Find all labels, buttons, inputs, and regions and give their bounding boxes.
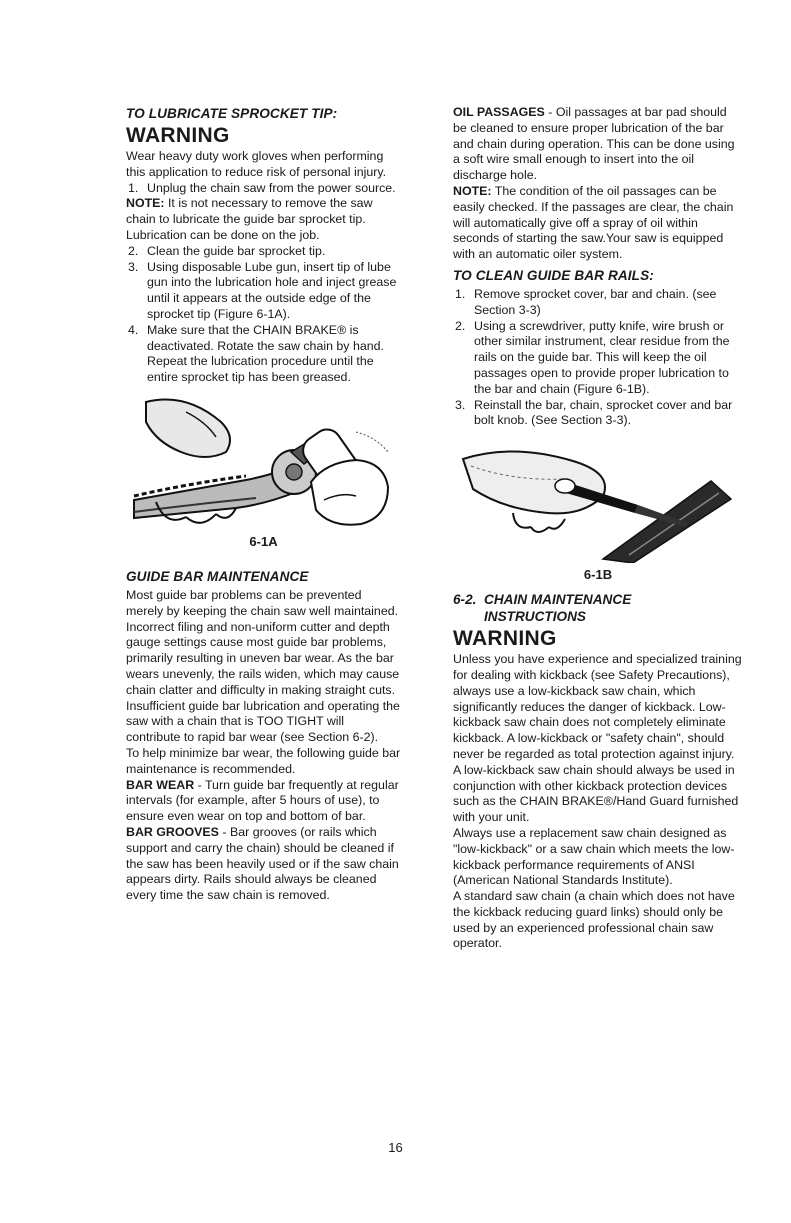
step-text: Using a screwdriver, putty knife, wire brush or other similar instrument, clear residue from the rails on the guide bar. This will keep the oil passages open to provide proper lubrication to the bar and chain (Figure 6-1B).	[474, 318, 730, 396]
step-text: Make sure that the CHAIN BRAKE® is deactivated. Rotate the saw chain by hand. Repeat the lubrication procedure until the entire sprocket tip has been greased.	[147, 322, 384, 385]
step-text: Unplug the chain saw from the power source.	[147, 180, 396, 195]
note-paragraph	[126, 196, 401, 243]
figure-6-1a-caption: 6-1A	[249, 533, 278, 549]
bar-wear-text: - Turn guide bar frequently at regular intervals (for example, after 5 hours of use), to ensure even wear on top and bottom of bar.	[126, 777, 399, 824]
warning-paragraph-3: Always use a replacement saw chain designed as "low-kickback" or a saw chain which meets the low-kickback performance requirements of ANSI (American National Standards Institute).	[453, 825, 735, 888]
list-item	[453, 287, 743, 319]
screwdriver-illustration	[453, 441, 743, 563]
note-label: NOTE:	[126, 196, 165, 211]
clean-steps-list	[453, 287, 743, 429]
list-item	[453, 319, 743, 398]
warning-heading: WARNING	[126, 124, 230, 147]
bar-wear-label: BAR WEAR	[126, 777, 195, 792]
step-text: Using disposable Lube gun, insert tip of lube gun into the lubrication hole and inject grease until it appears at the outside edge of the sprocket tip (Figure 6-1A).	[147, 259, 397, 321]
note-paragraph	[453, 184, 743, 263]
bar-grooves-paragraph	[126, 825, 401, 904]
step-text: Remove sprocket cover, bar and chain. (see Section 3-3)	[474, 286, 717, 317]
gbm-paragraph-1: Most guide bar problems can be prevented merely by keeping the chain saw well maintained.	[126, 587, 399, 618]
clean-rails-heading: TO CLEAN GUIDE BAR RAILS:	[453, 267, 654, 283]
step-number: 1.	[128, 180, 139, 195]
figure-6-1a	[126, 392, 401, 532]
step-number: 2.	[128, 243, 139, 258]
section-6-2-heading	[453, 591, 743, 608]
oil-passages-text: - Oil passages at bar pad should be cleaned to ensure proper lubrication of the bar and chain during operation. This can be done using a soft wire small enough to insert into the oil discharge hole.	[453, 105, 735, 183]
step-number: 2.	[455, 318, 466, 333]
list-item	[126, 323, 401, 386]
lube-steps-list	[126, 181, 401, 197]
lube-steps-list-continued	[126, 244, 401, 386]
note-label: NOTE:	[453, 183, 492, 198]
warning-heading: WARNING	[453, 627, 557, 651]
gbm-paragraph-3: Insufficient guide bar lubrication and operating the saw with a chain that is TOO TIGHT will contribute to rapid bar wear (see Section 6-2).	[126, 698, 400, 745]
guide-bar-maintenance-heading: GUIDE BAR MAINTENANCE	[126, 568, 309, 584]
step-number: 3.	[455, 397, 466, 412]
warning-paragraph-1: Unless you have experience and specialized training for dealing with kickback (see Safety Precautions), always use a low-kickback saw chain, which significantly reduces the danger of kickback. Low-kickback saw chain does not completely eliminate kickback. A low-kickback or "safety chain", should never be regarded as total protection against injury.	[453, 652, 742, 761]
figure-6-1b	[453, 441, 743, 563]
step-number: 4.	[128, 322, 139, 337]
right-column	[453, 105, 743, 952]
list-item	[126, 244, 401, 260]
bar-grooves-label: BAR GROOVES	[126, 824, 219, 839]
figure-6-1b-caption: 6-1B	[583, 567, 613, 583]
lube-gun-illustration	[126, 392, 401, 532]
section-6-2-heading-line-2	[453, 608, 743, 625]
step-number: 3.	[128, 259, 139, 274]
list-item	[126, 181, 401, 197]
gbm-paragraph-2: Incorrect filing and non-uniform cutter and depth gauge settings cause most guide bar problems, primarily resulting in uneven bar wear. As the bar wears unevenly, the rails widen, which may cause chain clatter and difficulty in making straight cuts.	[126, 619, 400, 697]
gbm-paragraph-4: To help minimize bar wear, the following guide bar maintenance is recommended.	[126, 745, 401, 776]
left-column	[126, 105, 401, 904]
step-number: 1.	[455, 286, 466, 301]
section-number: 6-2.	[453, 592, 477, 608]
section-title-line-1: CHAIN MAINTENANCE	[484, 592, 632, 608]
bar-grooves-text: - Bar grooves (or rails which support and carry the chain) should be cleaned if the saw has been heavily used or if the saw chain appears dirty. Rails should always be cleaned every time the saw chain is removed.	[126, 824, 399, 903]
page-number: 16	[388, 1140, 403, 1155]
list-item	[453, 398, 743, 430]
note-text: The condition of the oil passages can be easily checked. If the passages are clear, the chain will automatically give off a spray of oil within seconds of starting the saw.Your saw is equipped with an automatic oiler system.	[453, 183, 734, 262]
section-title-line-2: INSTRUCTIONS	[484, 609, 586, 625]
warning-text: Wear heavy duty work gloves when performing this application to reduce risk of personal injury.	[126, 149, 387, 179]
lube-sprocket-heading: TO LUBRICATE SPROCKET TIP:	[126, 106, 338, 121]
note-text: It is not necessary to remove the saw chain to lubricate the guide bar sprocket tip. Lubrication can be done on the job.	[126, 196, 373, 242]
oil-passages-label: OIL PASSAGES	[453, 105, 545, 119]
step-text: Clean the guide bar sprocket tip.	[147, 243, 326, 258]
step-text: Reinstall the bar, chain, sprocket cover and bar bolt knob. (See Section 3-3).	[474, 397, 733, 428]
bar-wear-paragraph	[126, 778, 401, 825]
list-item	[126, 260, 401, 323]
warning-paragraph-4: A standard saw chain (a chain which does not have the kickback reducing guard links) should only be used by an experienced professional chain saw operator.	[453, 889, 735, 951]
warning-paragraph-2: A low-kickback saw chain should always be used in conjunction with other kickback protection devices such as the CHAIN BRAKE®/Hand Guard furnished with your unit.	[453, 762, 739, 825]
oil-passages-paragraph	[453, 105, 743, 184]
